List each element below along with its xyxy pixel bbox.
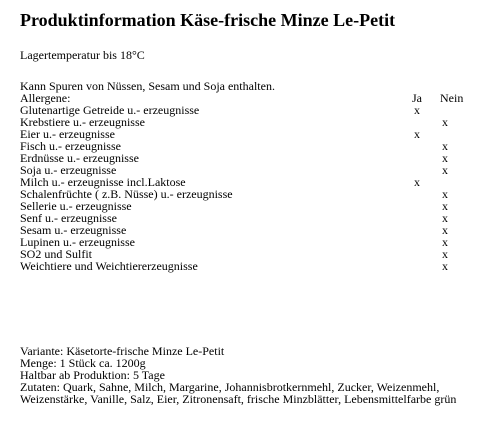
- allergen-name: Eier u.- erzeugnisse: [20, 127, 115, 141]
- allergen-name: Schalenfrüchte ( z.B. Nüsse) u.- erzeugnisse: [20, 187, 233, 201]
- allergen-name: Glutenartige Getreide u.- erzeugnisse: [20, 103, 200, 117]
- nein-mark: x: [442, 139, 448, 153]
- allergen-name: Sesam u.- erzeugnisse: [20, 223, 127, 237]
- quantity-line: Menge: 1 Stück ca. 1200g: [20, 356, 146, 370]
- allergen-table: [20, 92, 465, 272]
- allergen-name: Milch u.- erzeugnisse incl.Laktose: [20, 175, 186, 189]
- page-title: Produktinformation Käse-frische Minze Le-Petit: [20, 10, 396, 30]
- allergen-name: Senf u.- erzeugnisse: [20, 211, 117, 225]
- allergen-header-label: Allergene:: [20, 91, 71, 105]
- nein-mark: x: [442, 187, 448, 201]
- ja-mark: x: [414, 175, 420, 189]
- trace-warning: Kann Spuren von Nüssen, Sesam und Soja enthalten.: [20, 79, 275, 93]
- allergen-name: Sellerie u.- erzeugnisse: [20, 199, 132, 213]
- allergen-name: Krebstiere u.- erzeugnisse: [20, 115, 145, 129]
- ja-column-header: Ja: [412, 91, 422, 105]
- nein-mark: x: [442, 223, 448, 237]
- product-details: [20, 345, 456, 405]
- nein-mark: x: [442, 115, 448, 129]
- allergen-name: Fisch u.- erzeugnisse: [20, 139, 121, 153]
- nein-mark: x: [442, 235, 448, 249]
- variant-line: Variante: Käsetorte-frische Minze Le-Petit: [20, 344, 225, 358]
- ingredients-line-2: Weizenstärke, Vanille, Salz, Eier, Zitronensaft, frische Minzblätter, Lebensmittelfarbe grün: [20, 392, 457, 406]
- allergen-name: Lupinen u.- erzeugnisse: [20, 235, 135, 249]
- nein-mark: x: [442, 247, 448, 261]
- nein-mark: x: [442, 199, 448, 213]
- nein-mark: x: [442, 259, 448, 273]
- nein-column-header: Nein: [440, 91, 464, 105]
- nein-mark: x: [442, 151, 448, 165]
- storage-temperature: Lagertemperatur bis 18°C: [20, 48, 145, 62]
- allergen-name: Weichtiere und Weichtiererzeugnisse: [20, 259, 198, 273]
- shelf-life-line: Haltbar ab Produktion: 5 Tage: [20, 368, 165, 382]
- ja-mark: x: [414, 127, 420, 141]
- nein-mark: x: [442, 163, 448, 177]
- ja-mark: x: [414, 103, 420, 117]
- allergen-name: SO2 und Sulfit: [20, 247, 93, 261]
- ingredients-line-1: Zutaten: Quark, Sahne, Milch, Margarine, Johannisbrotkernmehl, Zucker, Weizenmehl,: [20, 380, 440, 394]
- allergen-row: [20, 260, 465, 272]
- nein-mark: x: [442, 211, 448, 225]
- allergen-name: Soja u.- erzeugnisse: [20, 163, 117, 177]
- allergen-name: Erdnüsse u.- erzeugnisse: [20, 151, 139, 165]
